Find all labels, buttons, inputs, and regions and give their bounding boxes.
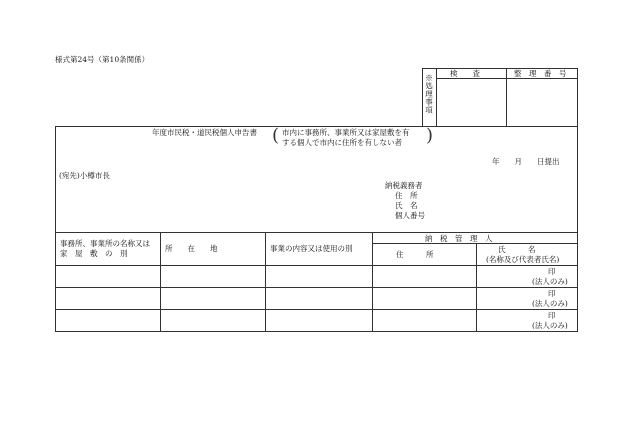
seal-mark: 印 — [548, 311, 556, 320]
col-office-name-line1: 事務所、事業所の名称又は — [60, 239, 150, 248]
form-title: 年度市民税・道民税個人申告書 — [152, 128, 257, 137]
note-close-paren: ) — [426, 125, 434, 146]
taxpayer-heading: 納税義務者 — [385, 181, 423, 190]
col-business-content: 事業の内容又は使用の別 — [270, 244, 353, 253]
corp-only-note: (法人のみ) — [532, 321, 568, 330]
tax-manager-header: 納 税 管 理 人 — [425, 234, 493, 243]
seal-mark: 印 — [548, 267, 556, 276]
title-note-line1: 市内に事務所、事業所又は家屋敷を有 — [282, 128, 410, 137]
taxpayer-name-label: 氏 名 — [395, 201, 418, 210]
title-note-line2: する個人で市内に住所を有しない者 — [282, 138, 402, 147]
form-number: 様式第24号（第10条関係） — [55, 55, 150, 64]
addressee: (宛先)小樽市長 — [59, 171, 110, 180]
submission-date: 年 月 日提出 — [492, 157, 560, 166]
taxpayer-address-label: 住 所 — [395, 191, 418, 200]
col-manager-name: 氏 名 — [498, 245, 536, 254]
processing-label: ※処理事項 — [424, 74, 434, 114]
col-office-name-line2: 家 屋 敷 の 別 — [60, 249, 128, 258]
inspection-label: 検 査 — [450, 69, 480, 78]
note-open-paren: ( — [272, 125, 280, 146]
serial-number-label: 整 理 番 号 — [514, 69, 567, 78]
corp-only-note: (法人のみ) — [532, 299, 568, 308]
individual-number-label: 個人番号 — [395, 211, 425, 220]
corp-only-note: (法人のみ) — [532, 277, 568, 286]
col-manager-address: 住 所 — [396, 250, 434, 259]
col-location: 所 在 地 — [165, 244, 218, 253]
col-manager-name-sub: (名称及び代表者氏名) — [486, 255, 560, 264]
seal-mark: 印 — [548, 289, 556, 298]
